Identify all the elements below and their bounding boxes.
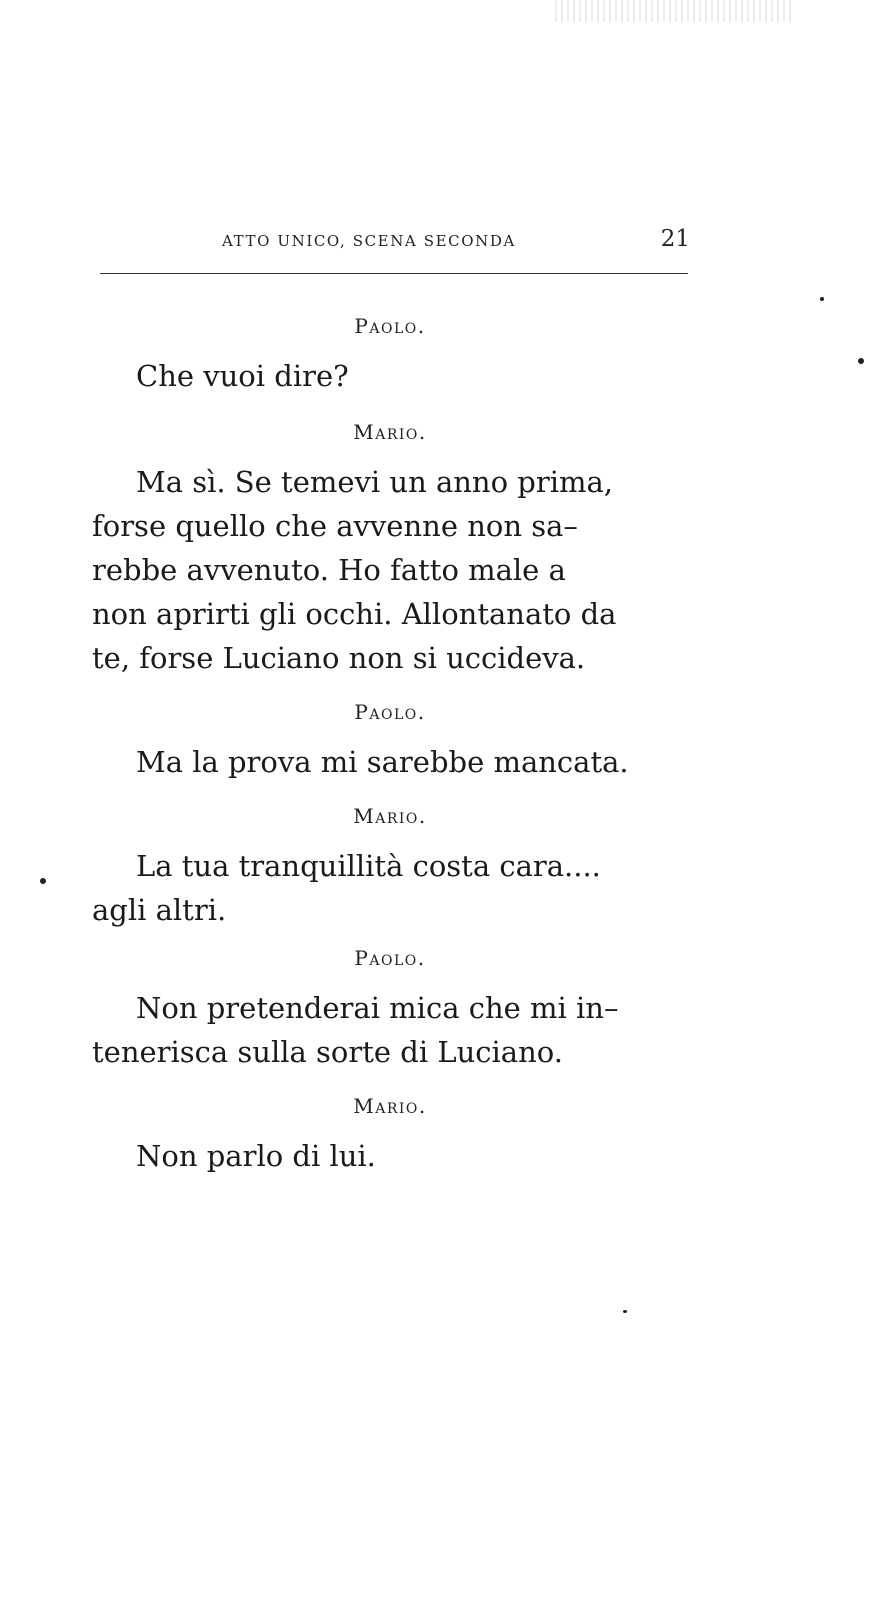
speech-line: Che vuoi dire?: [136, 359, 349, 393]
speaker-label: Paolo.: [354, 700, 426, 724]
page-number: 21: [660, 226, 690, 252]
speaker-label: Paolo.: [354, 946, 426, 970]
dialogue-text: [92, 300, 688, 1178]
speech-line: Ma sì. Se temevi un anno prima,: [136, 465, 613, 499]
speech-line: rebbe avvenuto. Ho fatto male a: [92, 553, 566, 587]
speech-line: La tua tranquillità costa cara....: [136, 849, 601, 883]
ink-speck: [858, 358, 864, 364]
speech-line: agli altri.: [92, 893, 227, 927]
speaker-label: Mario.: [353, 804, 427, 828]
speech-line: Non pretenderai mica che mi in–: [136, 991, 619, 1025]
ink-speck: [623, 1310, 627, 1313]
speech-line: forse quello che avvenne non sa–: [92, 509, 578, 543]
ink-speck: [40, 878, 46, 884]
speaker-label: Mario.: [353, 1094, 427, 1118]
speech-line: Ma la prova mi sarebbe mancata.: [136, 745, 629, 779]
speech-line: non aprirti gli occhi. Allontanato da: [92, 597, 617, 631]
ink-speck: [820, 297, 824, 301]
running-title: ATTO UNICO, SCENA SECONDA: [222, 232, 516, 250]
scan-noise: [555, 0, 795, 22]
speaker-label: Paolo.: [354, 314, 426, 338]
header-rule: [100, 273, 688, 274]
speech-line: Non parlo di lui.: [136, 1139, 376, 1173]
speech-line: te, forse Luciano non si uccideva.: [92, 641, 586, 675]
speaker-label: Mario.: [353, 420, 427, 444]
running-head: [100, 228, 690, 258]
speech-line: tenerisca sulla sorte di Luciano.: [92, 1035, 563, 1069]
